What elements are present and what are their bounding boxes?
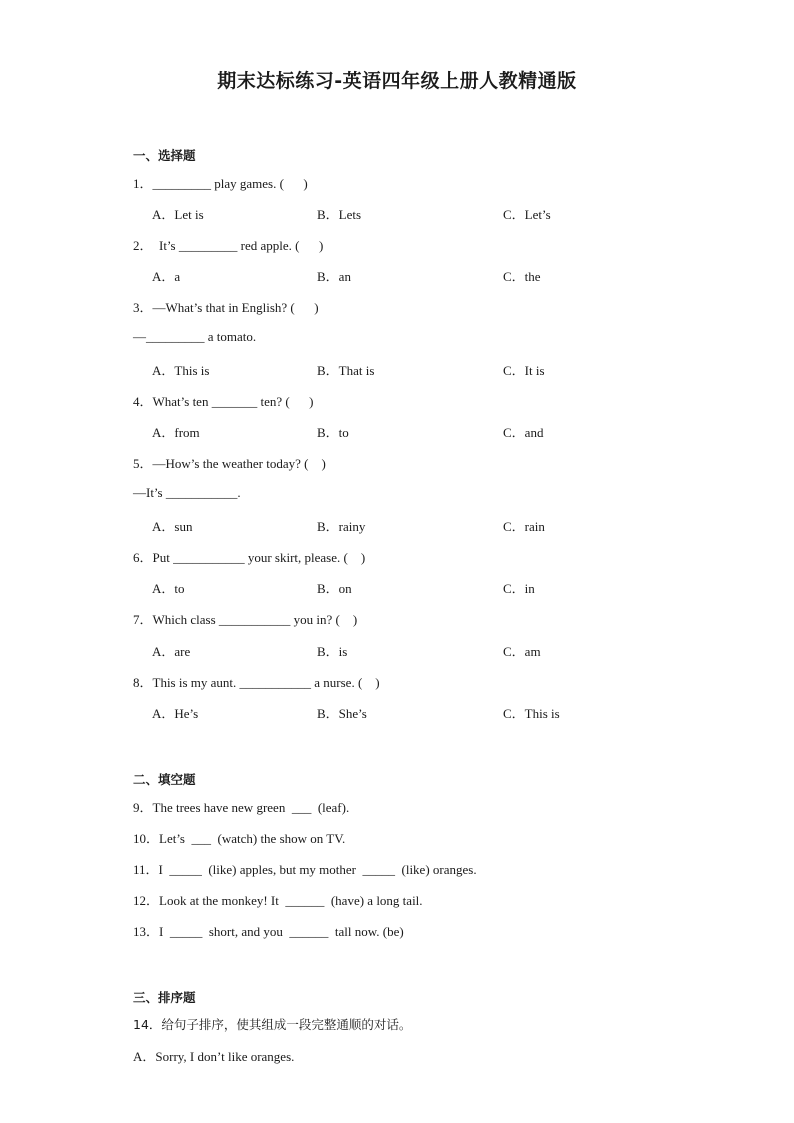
option-b: B．That is: [317, 363, 375, 378]
option-c: C．Let’s: [503, 207, 551, 222]
question-13: 13．I _____ short, and you ______ tall now. (be): [133, 924, 404, 939]
question-12: 12．Look at the monkey! It ______ (have) a long tail.: [133, 893, 423, 908]
section-heading-fill-in: 二、填空题: [133, 772, 196, 787]
option-b: B．to: [317, 425, 349, 440]
question-9: 9．The trees have new green ___ (leaf).: [133, 800, 350, 815]
option-c: C．This is: [503, 706, 560, 721]
option-a: A．a: [152, 269, 181, 284]
question-6: 6．Put ___________ your skirt, please. ( ): [133, 550, 366, 565]
question-14-item-a: A．Sorry, I don’t like oranges.: [133, 1049, 295, 1064]
question-4: 4．What’s ten _______ ten? ( ): [133, 394, 314, 409]
question-8: 8．This is my aunt. ___________ a nurse. ( ): [133, 675, 380, 690]
page-title: 期末达标练习-英语四年级上册人教精通版: [217, 70, 577, 92]
question-5: 5．—How’s the weather today? ( ): [133, 456, 326, 471]
option-a: A．This is: [152, 363, 210, 378]
section-heading-ordering: 三、排序题: [133, 990, 196, 1005]
option-b: B．on: [317, 581, 352, 596]
question-14: 14．给句子排序，使其组成一段完整通顺的对话。: [133, 1017, 412, 1032]
option-b: B．rainy: [317, 519, 366, 534]
question-1: 1．_________ play games. ( ): [133, 176, 308, 191]
option-a: A．Let is: [152, 207, 204, 222]
question-10: 10．Let’s ___ (watch) the show on TV.: [133, 831, 346, 846]
question-11: 11．I _____ (like) apples, but my mother _____ (like) oranges.: [133, 862, 477, 877]
option-c: C．the: [503, 269, 541, 284]
question-7: 7．Which class ___________ you in? ( ): [133, 612, 358, 627]
option-b: B．She’s: [317, 706, 367, 721]
question-2: 2． It’s _________ red apple. ( ): [133, 238, 324, 253]
option-a: A．from: [152, 425, 200, 440]
option-b: B．an: [317, 269, 351, 284]
question-5-line-2: —It’s ___________.: [133, 485, 241, 500]
option-c: C．and: [503, 425, 544, 440]
option-a: A．sun: [152, 519, 193, 534]
option-c: C．am: [503, 644, 541, 659]
question-3: 3．—What’s that in English? ( ): [133, 300, 319, 315]
option-a: A．are: [152, 644, 191, 659]
option-c: C．rain: [503, 519, 545, 534]
option-c: C．It is: [503, 363, 545, 378]
question-3-line-2: —_________ a tomato.: [133, 329, 257, 344]
option-a: A．to: [152, 581, 185, 596]
option-b: B．Lets: [317, 207, 362, 222]
option-a: A．He’s: [152, 706, 199, 721]
section-heading-choice: 一、选择题: [133, 148, 196, 163]
option-b: B．is: [317, 644, 348, 659]
option-c: C．in: [503, 581, 535, 596]
